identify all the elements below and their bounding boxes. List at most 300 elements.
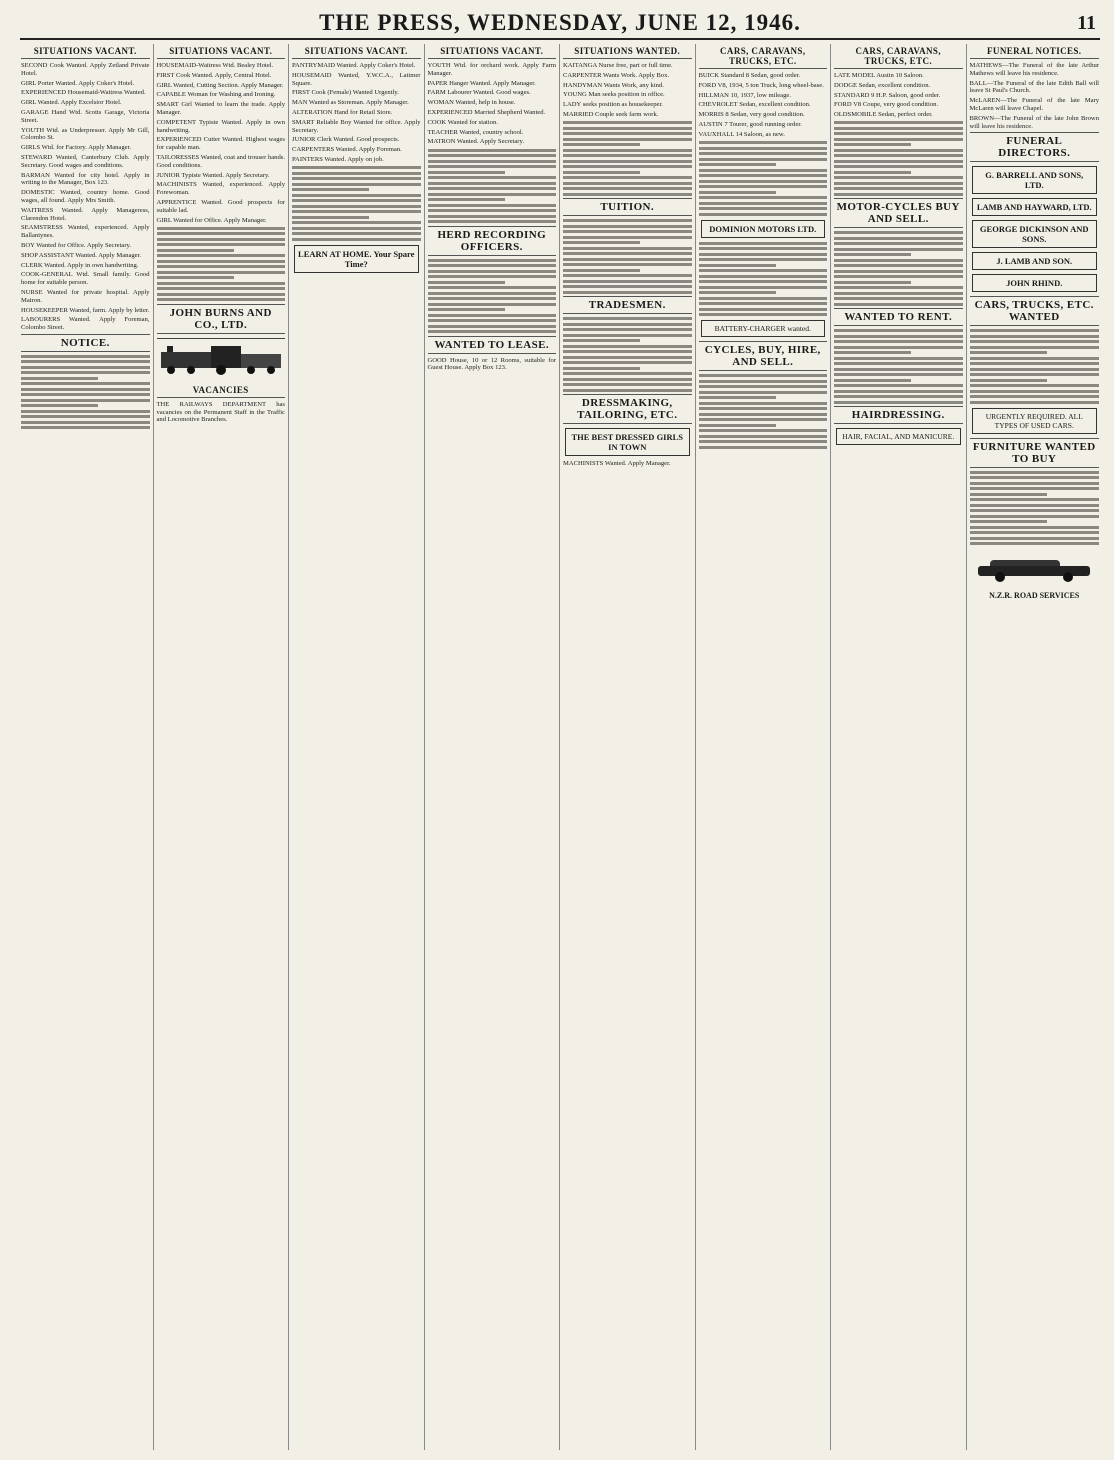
classified-ad: COOK Wanted for station.	[427, 118, 498, 126]
text-line	[699, 280, 828, 283]
classified-ad: MARRIED Couple seek farm work.	[563, 110, 659, 118]
text-line	[834, 368, 963, 371]
text-line	[428, 325, 557, 328]
text-line	[563, 383, 692, 386]
director-name: J. LAMB AND SON.	[996, 256, 1073, 267]
text-line	[157, 243, 286, 246]
text-line	[834, 351, 911, 354]
text-line	[970, 379, 1048, 382]
classified-ad: VAUXHALL 14 Saloon, as new.	[698, 130, 785, 138]
road-services-heading: N.Z.R. ROAD SERVICES	[989, 590, 1080, 600]
director-name: LAMB AND HAYWARD, LTD.	[976, 202, 1092, 213]
text-line	[970, 368, 1100, 371]
classified-ad: HANDYMAN Wants Work, any kind.	[563, 81, 664, 89]
text-line	[21, 360, 150, 363]
classified-ad: STEWARD Wanted, Canterbury Club. Apply Secretary. Good wages and conditions.	[21, 153, 150, 169]
classified-ad: SMART Girl Wanted to learn the trade. Apply Manager.	[156, 101, 285, 116]
text-line	[21, 355, 150, 358]
text-line	[970, 357, 1100, 360]
text-line	[970, 390, 1100, 393]
text-line	[292, 199, 421, 202]
text-line	[428, 171, 505, 174]
column-8	[967, 44, 1103, 1450]
classified-ad: HOUSEKEEPER Wanted, farm. Apply by letter.	[21, 306, 150, 314]
text-line	[563, 285, 692, 288]
classified-ad: WOMAN Wanted, help in house.	[427, 99, 516, 107]
classified-ad: HOUSEMAID Wanted, Y.W.C.A., Latimer Square.	[292, 71, 421, 87]
text-line	[834, 182, 963, 185]
text-line	[563, 317, 692, 320]
classified-ad: EXPERIENCED Married Shepherd Wanted.	[427, 108, 546, 116]
classified-ad: CARPENTER Wants Work. Apply Box.	[563, 71, 670, 79]
text-line	[834, 281, 911, 284]
masthead	[20, 6, 1100, 38]
text-line	[563, 236, 692, 239]
text-line	[428, 209, 557, 212]
classified-ad: WAITRESS Wanted. Apply Manageress, Clarendon Hotel.	[21, 206, 150, 222]
section-heading: HAIRDRESSING.	[834, 406, 963, 424]
text-line	[970, 537, 1100, 540]
text-line	[834, 373, 963, 376]
classified-ad: GIRL Porter Wanted. Apply Coker's Hotel.	[21, 79, 135, 87]
text-line	[970, 362, 1100, 365]
text-line	[699, 253, 828, 256]
text-line	[834, 390, 963, 393]
text-line	[292, 216, 369, 219]
text-line	[563, 291, 692, 294]
filler-text	[563, 219, 692, 294]
text-line	[292, 227, 421, 230]
text-line	[428, 297, 557, 300]
classified-ad: EXPERIENCED Housemaid-Waitress Wanted.	[21, 89, 146, 97]
text-line	[699, 169, 828, 172]
filler-text	[834, 121, 963, 196]
text-line	[157, 298, 286, 301]
text-line	[428, 270, 557, 273]
classified-ad: CLERK Wanted. Apply in own handwriting.	[21, 261, 139, 269]
text-line	[834, 143, 911, 146]
text-line	[563, 323, 692, 326]
text-line	[699, 247, 828, 250]
filler-text	[699, 242, 828, 317]
text-line	[834, 187, 963, 190]
text-line	[699, 407, 828, 410]
text-line	[157, 287, 286, 290]
text-line	[699, 413, 828, 416]
column-heading: SITUATIONS WANTED.	[563, 46, 692, 59]
text-line	[563, 171, 640, 174]
text-line	[834, 264, 963, 267]
text-line	[157, 282, 286, 285]
text-line	[157, 232, 286, 235]
text-line	[834, 346, 963, 349]
classified-ad: LADY seeks position as housekeeper.	[563, 101, 663, 109]
section-heading: MOTOR-CYCLES BUY AND SELL.	[834, 198, 963, 228]
text-line	[834, 165, 963, 168]
text-line	[834, 357, 963, 360]
text-line	[563, 269, 640, 272]
text-line	[563, 230, 692, 233]
funeral-director-ad	[972, 252, 1098, 270]
filler-text	[157, 227, 286, 302]
section-heading: CYCLES, BUY, HIRE, AND SELL.	[699, 341, 828, 371]
classified-ad: MORRIS 8 Sedan, very good condition.	[698, 111, 805, 119]
classified-ad: AUSTIN 7 Tourer, good running order.	[698, 120, 802, 128]
classified-ad: PANTRYMAID Wanted. Apply Coker's Hotel.	[292, 62, 416, 69]
classified-ad: FIRST Cook (Female) Wanted Urgently.	[292, 89, 399, 97]
text-line	[834, 242, 963, 245]
text-line	[834, 248, 963, 251]
funeral-director-ad	[972, 198, 1098, 216]
text-line	[428, 314, 557, 317]
text-line	[563, 154, 692, 157]
text-line	[970, 526, 1100, 529]
text-line	[834, 138, 963, 141]
text-line	[428, 198, 505, 201]
text-line	[699, 180, 828, 183]
text-line	[563, 219, 692, 222]
filler-text	[563, 121, 692, 196]
filler-text	[563, 317, 692, 392]
text-line	[834, 149, 963, 152]
text-line	[970, 531, 1100, 534]
text-line	[699, 147, 828, 150]
text-line	[699, 158, 828, 161]
funeral-notice: McLAREN—The Funeral of the late Mary McLaren will leave Chapel.	[969, 97, 1099, 112]
masthead-rule	[20, 38, 1100, 40]
classified-ad: EXPERIENCED Cutter Wanted. Highest wages for capable man.	[156, 136, 285, 152]
notice-heading: HERD RECORDING OFFICERS.	[428, 226, 557, 256]
page-number: 11	[1077, 12, 1096, 34]
funeral-director-ad	[972, 220, 1098, 248]
classified-ad: GIRL Wanted. Apply Excelsior Hotel.	[21, 99, 122, 107]
classified-ad: GOOD House, 10 or 12 Rooms, suitable for Guest House. Apply Box 123.	[427, 356, 556, 372]
text-line	[428, 220, 557, 223]
section-heading: TRADESMEN.	[563, 296, 692, 314]
text-line	[563, 356, 692, 359]
text-line	[699, 191, 776, 194]
classified-ad: OLDSMOBILE Sedan, perfect order.	[834, 111, 933, 119]
text-line	[834, 231, 963, 234]
classified-ad: TAILORESSES Wanted, coat and trouser hands. Good conditions.	[156, 153, 285, 169]
ad-title: URGENTLY REQUIRED. ALL TYPES OF USED CARS.	[985, 411, 1083, 430]
text-line	[157, 260, 286, 263]
classified-ad: FORD V8 Coupe, very good condition.	[834, 101, 939, 109]
classified-ad: MACHINISTS Wanted, experienced. Apply Forewoman.	[156, 181, 285, 197]
text-line	[699, 374, 828, 377]
text-line	[563, 241, 640, 244]
text-line	[834, 253, 911, 256]
text-line	[970, 542, 1100, 545]
classified-ad: JUNIOR Clerk Wanted. Good prospects.	[292, 136, 400, 144]
text-line	[970, 493, 1048, 496]
classified-ad: HILLMAN 10, 1937, low mileage.	[698, 91, 791, 99]
text-line	[834, 171, 911, 174]
text-line	[563, 225, 692, 228]
text-line	[292, 172, 421, 175]
text-line	[699, 418, 828, 421]
text-line	[292, 188, 369, 191]
classified-ad: BARMAN Wanted for city hotel. Apply in writing to the Manager, Box 123.	[21, 171, 150, 187]
director-name: G. BARRELL AND SONS, LTD.	[985, 170, 1084, 191]
classified-ad: PAPER Hanger Wanted. Apply Manager.	[427, 79, 536, 87]
text-line	[834, 259, 963, 262]
text-line	[834, 362, 963, 365]
text-line	[699, 163, 776, 166]
filler-text	[292, 166, 421, 241]
classified-ad: APPRENTICE Wanted. Good prospects for suitable lad.	[156, 198, 285, 214]
text-line	[157, 249, 234, 252]
classified-ad: GARAGE Hand Wtd. Scotts Garage, Victoria Street.	[21, 108, 150, 124]
text-line	[563, 361, 692, 364]
text-line	[21, 382, 150, 385]
text-line	[699, 396, 776, 399]
classified-ad: DODGE Sedan, excellent condition.	[834, 81, 931, 89]
text-line	[834, 121, 963, 124]
text-line	[563, 274, 692, 277]
text-line	[699, 269, 828, 272]
text-line	[428, 193, 557, 196]
text-line	[21, 426, 150, 429]
text-line	[428, 303, 557, 306]
text-line	[563, 372, 692, 375]
text-line	[563, 263, 692, 266]
text-line	[428, 281, 505, 284]
text-line	[563, 121, 692, 124]
text-line	[970, 340, 1100, 343]
ad-title: LEARN AT HOME. Your Spare Time?	[298, 248, 415, 269]
text-line	[699, 174, 828, 177]
column-heading: SITUATIONS VACANT.	[21, 46, 150, 59]
text-line	[834, 286, 963, 289]
text-line	[834, 292, 963, 295]
text-line	[699, 302, 828, 305]
text-line	[157, 227, 286, 230]
classified-ad: YOUNG Man seeks position in office.	[563, 91, 665, 99]
filler-text	[428, 149, 557, 224]
section-heading: FURNITURE WANTED TO BUY	[970, 438, 1100, 468]
text-line	[428, 187, 557, 190]
correspondence-school-ad	[294, 245, 419, 273]
text-line	[699, 185, 828, 188]
funeral-director-ad	[972, 166, 1098, 194]
text-line	[563, 280, 692, 283]
classified-ad: GIRL Wanted for Office. Apply Manager.	[156, 216, 267, 224]
text-line	[428, 165, 557, 168]
train-illustration	[157, 342, 285, 376]
classified-ad: KAITANGA Nurse free, part or full time.	[563, 62, 673, 69]
text-line	[428, 308, 505, 311]
section-heading: FUNERAL DIRECTORS.	[970, 132, 1100, 162]
text-line	[970, 476, 1100, 479]
text-line	[699, 297, 828, 300]
classified-ad: SEAMSTRESS Wanted, experienced. Apply Ballantynes.	[21, 224, 150, 240]
text-line	[699, 196, 828, 199]
director-name: JOHN RHIND.	[1006, 278, 1063, 289]
text-line	[699, 440, 828, 443]
text-line	[563, 176, 692, 179]
classified-ad: COOK-GENERAL Wtd. Small family. Good home for suitable person.	[21, 271, 150, 287]
text-line	[563, 334, 692, 337]
section-heading: DRESSMAKING, TAILORING, ETC.	[563, 394, 692, 424]
text-line	[834, 154, 963, 157]
text-line	[21, 393, 150, 396]
classified-ad: ALTERATION Hand for Retail Store.	[292, 108, 393, 116]
text-line	[699, 435, 828, 438]
classified-ad: BOY Wanted for Office. Apply Secretary.	[21, 241, 132, 249]
text-line	[834, 379, 911, 382]
section-heading: CARS, TRUCKS, ETC. WANTED	[970, 296, 1100, 326]
classified-ad: YOUTH Wtd. as Underpresser. Apply Mr Gill, Colombo St.	[21, 126, 150, 142]
text-line	[21, 415, 150, 418]
column-heading: CARS, CARAVANS, TRUCKS, ETC.	[834, 46, 963, 69]
text-line	[428, 215, 557, 218]
text-line	[970, 498, 1100, 501]
text-line	[699, 402, 828, 405]
classified-ad: LABOURERS Wanted. Apply Foreman, Colombo Street.	[21, 316, 150, 332]
classified-ad: NURSE Wanted for private hospital. Apply Matron.	[21, 288, 150, 304]
text-line	[834, 270, 963, 273]
text-line	[970, 335, 1100, 338]
car-illustration	[970, 552, 1098, 582]
newspaper-title: THE PRESS, WEDNESDAY, JUNE 12, 1946.	[319, 10, 801, 35]
text-line	[834, 340, 963, 343]
text-line	[699, 275, 828, 278]
filler-text	[428, 259, 557, 334]
text-line	[563, 149, 692, 152]
text-line	[428, 176, 557, 179]
text-line	[563, 138, 692, 141]
text-line	[563, 328, 692, 331]
text-line	[834, 401, 963, 404]
text-line	[428, 154, 557, 157]
text-line	[970, 401, 1100, 404]
text-line	[292, 210, 421, 213]
classifieds-columns	[18, 44, 1102, 1450]
classified-ad: PAINTERS Wanted. Apply on job.	[292, 155, 384, 163]
text-line	[834, 303, 963, 306]
text-line	[428, 286, 557, 289]
funeral-notice: BROWN—The Funeral of the late John Brown will leave his residence.	[969, 114, 1099, 130]
railway-heading: VACANCIES	[157, 385, 286, 398]
classified-ad: MAN Wanted as Storeman. Apply Manager.	[292, 99, 409, 107]
text-line	[970, 471, 1100, 474]
classified-ad: MACHINISTS Wanted. Apply Manager.	[563, 460, 671, 468]
text-line	[563, 182, 692, 185]
text-line	[970, 504, 1100, 507]
text-line	[699, 308, 828, 311]
classified-ad: CARPENTERS Wanted. Apply Foreman.	[292, 146, 402, 154]
column-3	[289, 44, 425, 1450]
text-line	[970, 395, 1100, 398]
text-line	[563, 165, 692, 168]
column-7	[831, 44, 967, 1450]
text-line	[21, 399, 150, 402]
classified-ad: TEACHER Wanted, country school.	[427, 128, 524, 136]
text-line	[699, 141, 828, 144]
filler-text	[970, 471, 1100, 546]
classified-ad: FARM Labourer Wanted. Good wages.	[427, 89, 531, 97]
text-line	[563, 247, 692, 250]
battery-charger-ad	[701, 320, 826, 337]
text-line	[428, 204, 557, 207]
classified-ad: JUNIOR Typiste Wanted. Apply Secretary.	[156, 171, 270, 179]
classified-ad: GIRL Wanted, Cutting Section. Apply Manager.	[156, 81, 284, 89]
text-line	[563, 258, 692, 261]
column-heading: SITUATIONS VACANT.	[157, 46, 286, 59]
text-line	[21, 388, 150, 391]
classified-ad: CHEVROLET Sedan, excellent condition.	[698, 101, 811, 109]
text-line	[699, 380, 828, 383]
text-line	[428, 330, 557, 333]
classified-ad: FORD V8, 1934, 5 ton Truck, long wheel-base.	[698, 81, 824, 89]
column-heading: CARS, CARAVANS, TRUCKS, ETC.	[699, 46, 828, 69]
text-line	[428, 149, 557, 152]
text-line	[157, 238, 286, 241]
text-line	[970, 520, 1048, 523]
text-line	[428, 259, 557, 262]
text-line	[292, 238, 421, 241]
section-heading: WANTED TO RENT.	[834, 308, 963, 326]
text-line	[157, 254, 286, 257]
classified-ad: FIRST Cook Wanted. Apply, Central Hotel.	[156, 71, 272, 79]
text-line	[428, 275, 557, 278]
column-4	[425, 44, 561, 1450]
text-line	[699, 424, 776, 427]
classified-ad: SMART Reliable Boy Wanted for office. Apply Secretary.	[292, 118, 421, 134]
text-line	[292, 205, 421, 208]
column-heading: FUNERAL NOTICES.	[970, 46, 1100, 59]
text-line	[699, 207, 828, 210]
ad-title: HAIR, FACIAL, AND MANICURE.	[842, 432, 955, 442]
director-name: GEORGE DICKINSON AND SONS.	[979, 224, 1089, 245]
text-line	[834, 160, 963, 163]
text-line	[428, 319, 557, 322]
text-line	[563, 389, 692, 392]
text-line	[563, 160, 692, 163]
classified-ad: DOMESTIC Wanted, country home. Good wages, all found. Apply Mrs Smith.	[21, 189, 150, 204]
text-line	[970, 351, 1048, 354]
text-line	[699, 286, 828, 289]
text-line	[563, 127, 692, 130]
text-line	[157, 271, 286, 274]
column-5	[560, 44, 696, 1450]
text-line	[834, 329, 963, 332]
text-line	[834, 193, 963, 196]
section-heading: TUITION.	[563, 198, 692, 216]
text-line	[21, 404, 98, 407]
text-line	[292, 194, 421, 197]
text-line	[157, 293, 286, 296]
classified-ad: SECOND Cook Wanted. Apply Zetland Private Hotel.	[21, 62, 150, 77]
text-line	[699, 429, 828, 432]
filler-text	[970, 329, 1100, 404]
column-6	[696, 44, 832, 1450]
filler-text	[834, 329, 963, 404]
text-line	[699, 291, 776, 294]
railway-text: THE RAILWAYS DEPARTMENT has vacancies on the Permanent Staff in the Traffic and Locomotive Branches.	[156, 400, 285, 424]
column-1	[18, 44, 154, 1450]
text-line	[699, 213, 828, 216]
hairdressing-ad	[836, 428, 961, 445]
text-line	[834, 132, 963, 135]
text-line	[563, 187, 692, 190]
text-line	[970, 509, 1100, 512]
text-line	[834, 237, 963, 240]
text-line	[834, 395, 963, 398]
text-line	[834, 297, 963, 300]
text-line	[970, 487, 1100, 490]
